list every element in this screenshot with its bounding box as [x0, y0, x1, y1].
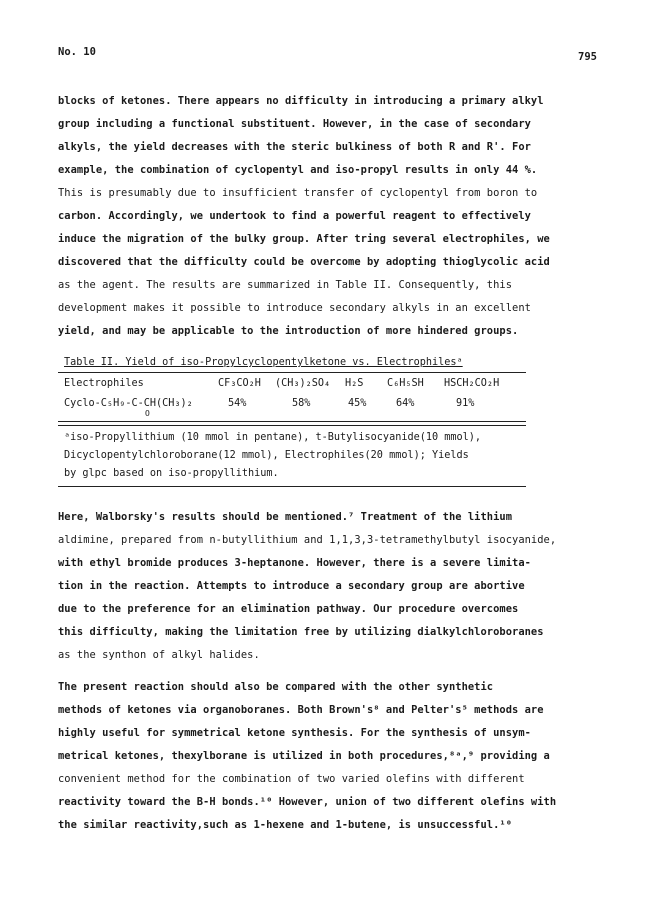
- paragraph-line: discovered that the difficulty could be overcome by adopting thioglycolic acid: [58, 256, 550, 268]
- paragraph-line: methods of ketones via organoboranes. Both Brown's⁸ and Pelter's⁵ methods are: [58, 704, 544, 716]
- paragraph-line: Here, Walborsky's results should be mentioned.⁷ Treatment of the lithium: [58, 511, 513, 523]
- paragraph-line: blocks of ketones. There appears no difficulty in introducing a primary alkyl: [58, 95, 544, 107]
- paragraph-line: tion in the reaction. Attempts to introduce a secondary group are abortive: [58, 580, 525, 592]
- paragraph-line: this difficulty, making the limitation free by utilizing dialkylchloroboranes: [58, 626, 544, 638]
- table-top-rule: [58, 372, 526, 373]
- table-row-label-carbonyl: O: [145, 409, 150, 418]
- paragraph-line: as the synthon of alkyl halides.: [58, 649, 260, 661]
- paragraph-line: aldimine, prepared from n-butyllithium and 1,1,3,3-tetramethylbutyl isocyanide,: [58, 534, 557, 546]
- table-column-header: C₆H₅SH: [387, 378, 424, 389]
- paragraph-line: reactivity toward the B-H bonds.¹⁰ However, union of two different olefins with: [58, 796, 557, 808]
- paragraph-line: development makes it possible to introduce secondary alkyls in an excellent: [58, 302, 531, 314]
- table-footnote-line: ᵃiso-Propyllithium (10 mmol in pentane), t-Butylisocyanide(10 mmol),: [64, 432, 482, 443]
- table-cell-value: 64%: [396, 398, 415, 409]
- table-row-label: Cyclo-C₅H₉-C-CH(CH₃)₂: [64, 398, 193, 409]
- table-column-header: HSCH₂CO₂H: [444, 378, 500, 389]
- table-bottom-rule: [58, 486, 526, 487]
- paragraph-line: highly useful for symmetrical ketone synthesis. For the synthesis of unsym-: [58, 727, 531, 739]
- paragraph-line: The present reaction should also be compared with the other synthetic: [58, 681, 494, 693]
- table-cell-value: 58%: [292, 398, 311, 409]
- paragraph-line: metrical ketones, thexylborane is utilized in both procedures,⁸ᵃ,⁹ providing a: [58, 750, 550, 762]
- table-mid-rule: [58, 421, 526, 422]
- paragraph-line: This is presumably due to insufficient transfer of cyclopentyl from boron to: [58, 187, 538, 199]
- paragraph-line: due to the preference for an elimination pathway. Our procedure overcomes: [58, 603, 519, 615]
- table-footnote-line: Dicyclopentylchloroborane(12 mmol), Electrophiles(20 mmol); Yields: [64, 450, 469, 461]
- paragraph-line: alkyls, the yield decreases with the steric bulkiness of both R and R'. For: [58, 141, 531, 153]
- table-column-header: CF₃CO₂H: [218, 378, 261, 389]
- journal-issue-number: No. 10: [58, 46, 96, 58]
- table-footnote-line: by glpc based on iso-propyllithium.: [64, 468, 279, 479]
- paragraph-line: example, the combination of cyclopentyl and iso-propyl results in only 44 %.: [58, 164, 538, 176]
- paragraph-line: with ethyl bromide produces 3-heptanone. However, there is a severe limita-: [58, 557, 531, 569]
- table-cell-value: 54%: [228, 398, 247, 409]
- table-header-label: Electrophiles: [64, 378, 144, 389]
- table-column-header: (CH₃)₂SO₄: [275, 378, 331, 389]
- paragraph-line: convenient method for the combination of two varied olefins with different: [58, 773, 525, 785]
- table-cell-value: 91%: [456, 398, 475, 409]
- table-mid-rule-2: [58, 425, 526, 426]
- page-number: 795: [578, 51, 597, 63]
- paragraph-line: carbon. Accordingly, we undertook to find a powerful reagent to effectively: [58, 210, 531, 222]
- paragraph-line: as the agent. The results are summarized in Table II. Consequently, this: [58, 279, 513, 291]
- paragraph-line: yield, and may be applicable to the introduction of more hindered groups.: [58, 325, 519, 337]
- table-cell-value: 45%: [348, 398, 367, 409]
- paragraph-line: induce the migration of the bulky group. After tring several electrophiles, we: [58, 233, 550, 245]
- table-column-header: H₂S: [345, 378, 364, 389]
- table-title: Table II. Yield of iso-Propylcyclopentylketone vs. Electrophilesᵃ: [64, 357, 463, 368]
- paragraph-line: group including a functional substituent. However, in the case of secondary: [58, 118, 531, 130]
- paragraph-line: the similar reactivity,such as 1-hexene and 1-butene, is unsuccessful.¹⁰: [58, 819, 513, 831]
